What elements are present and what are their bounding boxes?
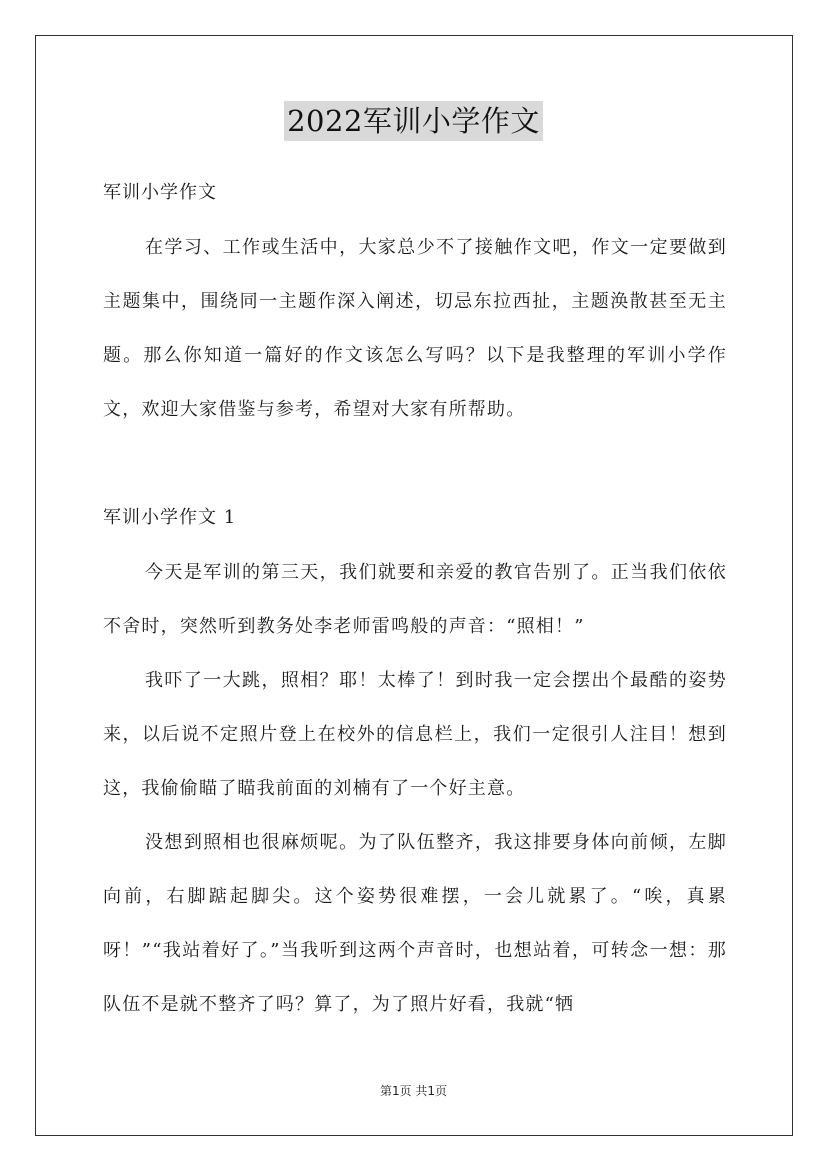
intro-heading: 军训小学作文 [103,182,217,203]
body-paragraph-2: 我吓了一大跳，照相？耶！太棒了！到时我一定会摆出个最酷的姿势来，以后说不定照片登上在校外的信息栏上，我们一定很引人注目！想到这，我偷偷瞄了瞄我前面的刘楠有了一个好主意。 [103,670,727,799]
page-footer: 第1页 共1页 [379,1084,448,1098]
body-paragraph-3: 没想到照相也很麻烦呢。为了队伍整齐，我这排要身体向前倾，左脚向前，右脚踮起脚尖。这个姿势很难摆，一会儿就累了。“唉，真累呀！”“我站着好了。”当我听到这两个声音时，也想站着，可转念一想：那队伍不是就不整齐了吗？算了，为了照片好看，我就“牺 [103,832,727,1015]
section-heading: 军训小学作文 1 [103,507,237,528]
document-title: 2022军训小学作文 [284,101,543,141]
intro-paragraph: 在学习、工作或生活中，大家总少不了接触作文吧，作文一定要做到主题集中，围绕同一主题作深入阐述，切忌东拉西扯，主题涣散甚至无主题。那么你知道一篇好的作文该怎么写吗？以下是我整理的军训小学作文，欢迎大家借鉴与参考，希望对大家有所帮助。 [103,237,727,420]
body-paragraph-1: 今天是军训的第三天，我们就要和亲爱的教官告别了。正当我们依依不舍时，突然听到教务处李老师雷鸣般的声音：“照相！” [103,562,727,637]
title-container [0,101,827,141]
